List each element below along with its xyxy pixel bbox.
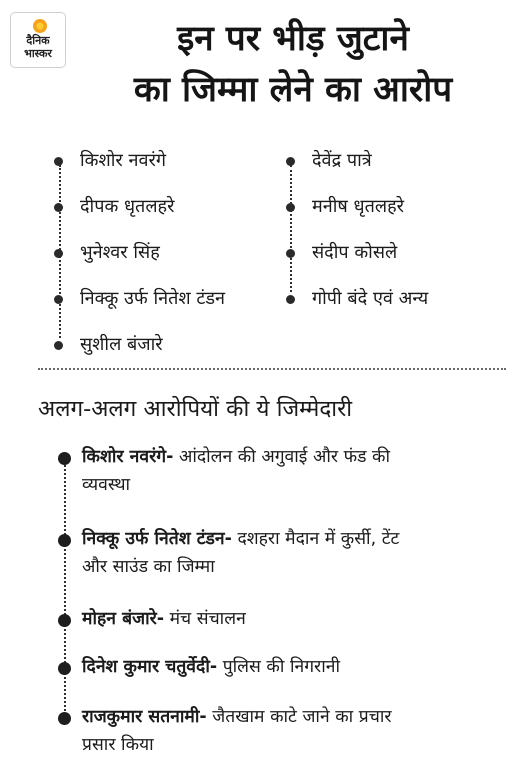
accused-name: निक्कू उर्फ नितेश टंडन- (82, 529, 232, 549)
responsibility-text: मंच संचालन (164, 609, 246, 629)
list-item (280, 240, 506, 286)
accused-name: संदीप कोसले (312, 242, 398, 263)
responsibility-text: जैतखाम काटे जाने का प्रचार (206, 707, 392, 727)
responsibility-text-continued: प्रसार किया (82, 735, 154, 755)
responsibilities-heading: अलग-अलग आरोपियों की ये जिम्मेदारी (38, 396, 353, 422)
bullet-icon (58, 534, 71, 547)
responsibility-text-continued: व्यवस्था (82, 475, 131, 495)
bullet-icon (286, 203, 295, 212)
accused-name: मोहन बंजारे- (82, 609, 165, 629)
dotted-divider (38, 368, 506, 370)
bullet-icon (286, 157, 295, 166)
bullet-icon (54, 203, 63, 212)
list-item (40, 148, 266, 194)
responsibility-text: पुलिस की निगरानी (217, 657, 340, 677)
bullet-icon (58, 712, 71, 725)
bullet-icon (286, 295, 295, 304)
list-item (40, 332, 266, 378)
list-item (280, 194, 506, 240)
accused-name: गोपी बंदे एवं अन्य (312, 288, 429, 309)
bullet-icon (54, 295, 63, 304)
accused-name: देवेंद्र पात्रे (312, 150, 372, 171)
list-item (40, 240, 266, 286)
list-item (280, 148, 506, 194)
responsibility-text: दशहरा मैदान में कुर्सी, टेंट (231, 529, 400, 549)
accused-name: किशोर नवरंगे- (82, 447, 174, 467)
bullet-icon (58, 662, 71, 675)
responsibility-text: आंदोलन की अगुवाई और फंड की (173, 447, 390, 467)
bullet-icon (58, 452, 71, 465)
list-item (40, 194, 266, 240)
accused-name: दीपक धृतलहरे (80, 196, 175, 217)
accused-list-right (280, 148, 506, 332)
bullet-icon (58, 614, 71, 627)
accused-name: निक्कू उर्फ नितेश टंडन (80, 288, 226, 309)
headline-line1: इन पर भीड़ जुटाने (177, 19, 409, 59)
bullet-icon (286, 249, 295, 258)
logo-text-line1: दैनिक (26, 34, 50, 47)
headline-line2: का जिम्मा लेने का आरोप (133, 70, 453, 110)
accused-name: दिनेश कुमार चतुर्वेदी- (82, 657, 218, 677)
responsibilities-connector (64, 462, 66, 719)
accused-name: भुनेश्वर सिंह (80, 242, 160, 263)
dainik-bhaskar-logo (10, 12, 66, 68)
sun-icon (33, 19, 47, 33)
accused-name: मनीष धृतलहरे (312, 196, 404, 217)
logo-text-line2: भास्कर (24, 47, 52, 60)
accused-list-left (40, 148, 266, 378)
list-item (40, 286, 266, 332)
bullet-icon (54, 157, 63, 166)
accused-name: किशोर नवरंगे (80, 150, 166, 171)
list-item (280, 286, 506, 332)
bullet-icon (54, 249, 63, 258)
accused-name: राजकुमार सतनामी- (82, 707, 207, 727)
accused-name: सुशील बंजारे (80, 334, 163, 355)
bullet-icon (54, 341, 63, 350)
responsibility-text-continued: और साउंड का जिम्मा (82, 557, 215, 577)
